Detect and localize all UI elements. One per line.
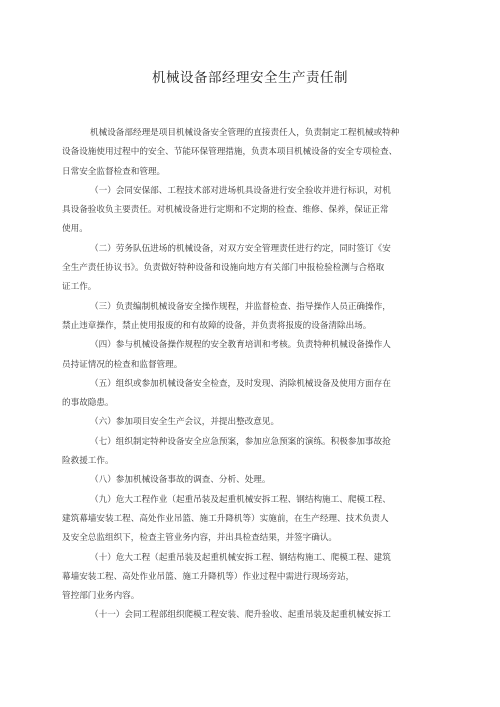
paragraph-line: （五）组织或参加机械设备安全检查，及时发现、消除机械设备及使用方面存在 xyxy=(90,378,391,389)
paragraph-line: 日常安全监督检查和管理。 xyxy=(62,166,166,177)
paragraph-line: 全生产责任协议书》。负责做好特种设备和设施向地方有关部门申报检验检测与合格取 xyxy=(62,263,385,274)
paragraph-line: （十）危大工程（起重吊装及起重机械安拆工程、钢结构施工、爬模工程、建筑 xyxy=(90,552,391,563)
paragraph-line: （九）危大工程作业（起重吊装及起重机械安拆工程、钢结构施工、爬模工程、 xyxy=(90,494,391,505)
paragraph-line: （四）参与机械设备操作规程的安全教育培训和考核。负责特种机械设备操作人 xyxy=(90,340,391,351)
paragraph-line: 设备设施使用过程中的安全、节能环保管理措施，负责本项目机械设备的安全专项检查、 xyxy=(62,147,398,158)
paragraph-line: （二）劳务队伍进场的机械设备，对双方安全管理责任进行约定，同时签订《安 xyxy=(90,243,391,254)
document-title: 机械设备部经理安全生产责任制 xyxy=(152,70,348,86)
paragraph-line: （十一）会同工程部组织爬模工程安装、爬升验收、起重吊装及起重机械安拆工 xyxy=(90,610,391,621)
paragraph-line: 建筑幕墙安装工程、高处作业吊篮、施工升降机等）实施前，在生产经理、技术负责人 xyxy=(62,513,389,524)
paragraph-line: 机械设备部经理是项目机械设备安全管理的直接责任人，负责制定工程机械或特种 xyxy=(90,128,400,138)
paragraph-line: 具设备验收负主要责任。对机械设备进行定期和不定期的检查、维修、保养，保证正常 xyxy=(62,205,389,216)
paragraph-line: 使用。 xyxy=(62,224,88,235)
paragraph-line: 证工作。 xyxy=(62,282,97,293)
paragraph-line: 管控部门业务内容。 xyxy=(62,591,140,602)
paragraph-line: （一）会同安保部、工程技术部对进场机具设备进行安全验收并进行标识，对机 xyxy=(90,185,391,196)
document-body xyxy=(62,124,442,626)
paragraph-line: 幕墙安装工程、高处作业吊篮、施工升降机等）作业过程中需进行现场旁站， xyxy=(62,571,355,582)
paragraph-line: （六）参加项目安全生产会议，并提出整改意见。 xyxy=(90,417,280,428)
paragraph-line: （八）参加机械设备事故的调查、分析、处理。 xyxy=(90,475,271,486)
paragraph-line: 禁止违章操作，禁止使用报废的和有故障的设备，并负责将报废的设备清除出场。 xyxy=(62,320,372,331)
paragraph-line: 的事故隐患。 xyxy=(62,398,114,409)
paragraph-line: 及安全总监组织下，检查主管业务内容，并出具检查结果，并签字确认。 xyxy=(62,533,338,544)
paragraph-line: （三）负责编制机械设备安全操作规程，并监督检查、指导操作人员正确操作， xyxy=(90,301,391,312)
paragraph-line: （七）组织制定特种设备安全应急预案，参加应急预案的演练。积极参加事故抢 xyxy=(90,436,391,447)
paragraph-line: 险救援工作。 xyxy=(62,456,114,467)
paragraph-line: 员持证情况的检查和监督管理。 xyxy=(62,359,183,370)
